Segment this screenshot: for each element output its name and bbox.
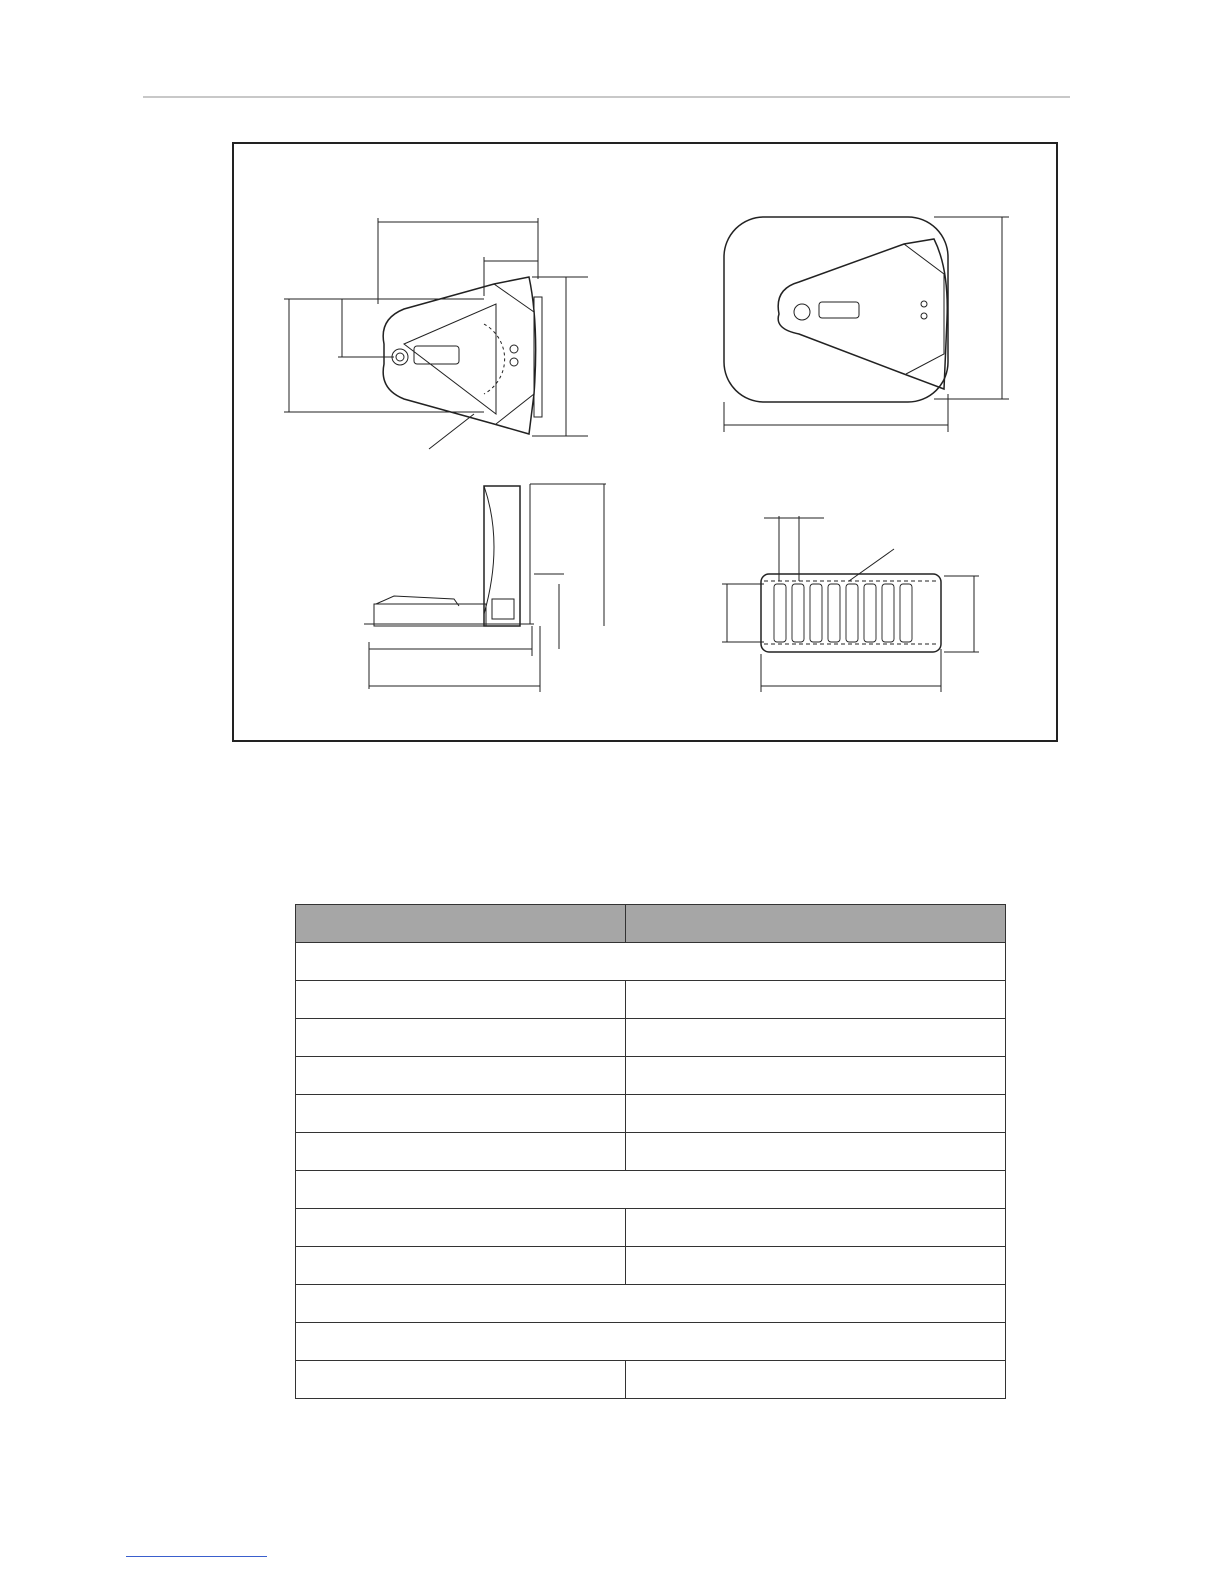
table-section-row [296,1323,1006,1361]
header-rule [143,96,1070,98]
table-cell [296,943,1006,981]
table-section-row [296,943,1006,981]
table-row [296,1133,1006,1171]
top-view-plate [724,217,1009,432]
table-row [296,1095,1006,1133]
table-cell [296,981,626,1019]
footer-rule [126,1556,267,1557]
side-view [364,484,606,692]
table-cell [626,1019,1006,1057]
table-cell [626,1057,1006,1095]
table-cell [626,1361,1006,1399]
table-cell [626,981,1006,1019]
table-cell [296,1171,1006,1209]
table-cell [626,1209,1006,1247]
table-cell [296,1133,626,1171]
table-row [296,1361,1006,1399]
table-row [296,1209,1006,1247]
dimension-drawing-figure [232,142,1058,742]
table-section-row [296,1171,1006,1209]
table-cell [296,1209,626,1247]
table-cell [296,1361,626,1399]
table-header-cell [296,905,626,943]
table-cell [296,1095,626,1133]
table-row [296,1019,1006,1057]
table-cell [296,1323,1006,1361]
table-row [296,1057,1006,1095]
table-cell [296,1285,1006,1323]
table-row [296,1247,1006,1285]
table-cell [626,1247,1006,1285]
table-section-row [296,1285,1006,1323]
dimension-drawing [234,144,1060,744]
specification-table [295,904,1006,1399]
table-cell [296,1057,626,1095]
table-cell [296,1019,626,1057]
table-cell [296,1247,626,1285]
table-header-row [296,905,1006,943]
table-cell [626,1133,1006,1171]
top-view-dimensioned [284,218,588,449]
table-header-cell [626,905,1006,943]
table-cell [626,1095,1006,1133]
tray-view [722,516,979,692]
table-row [296,981,1006,1019]
